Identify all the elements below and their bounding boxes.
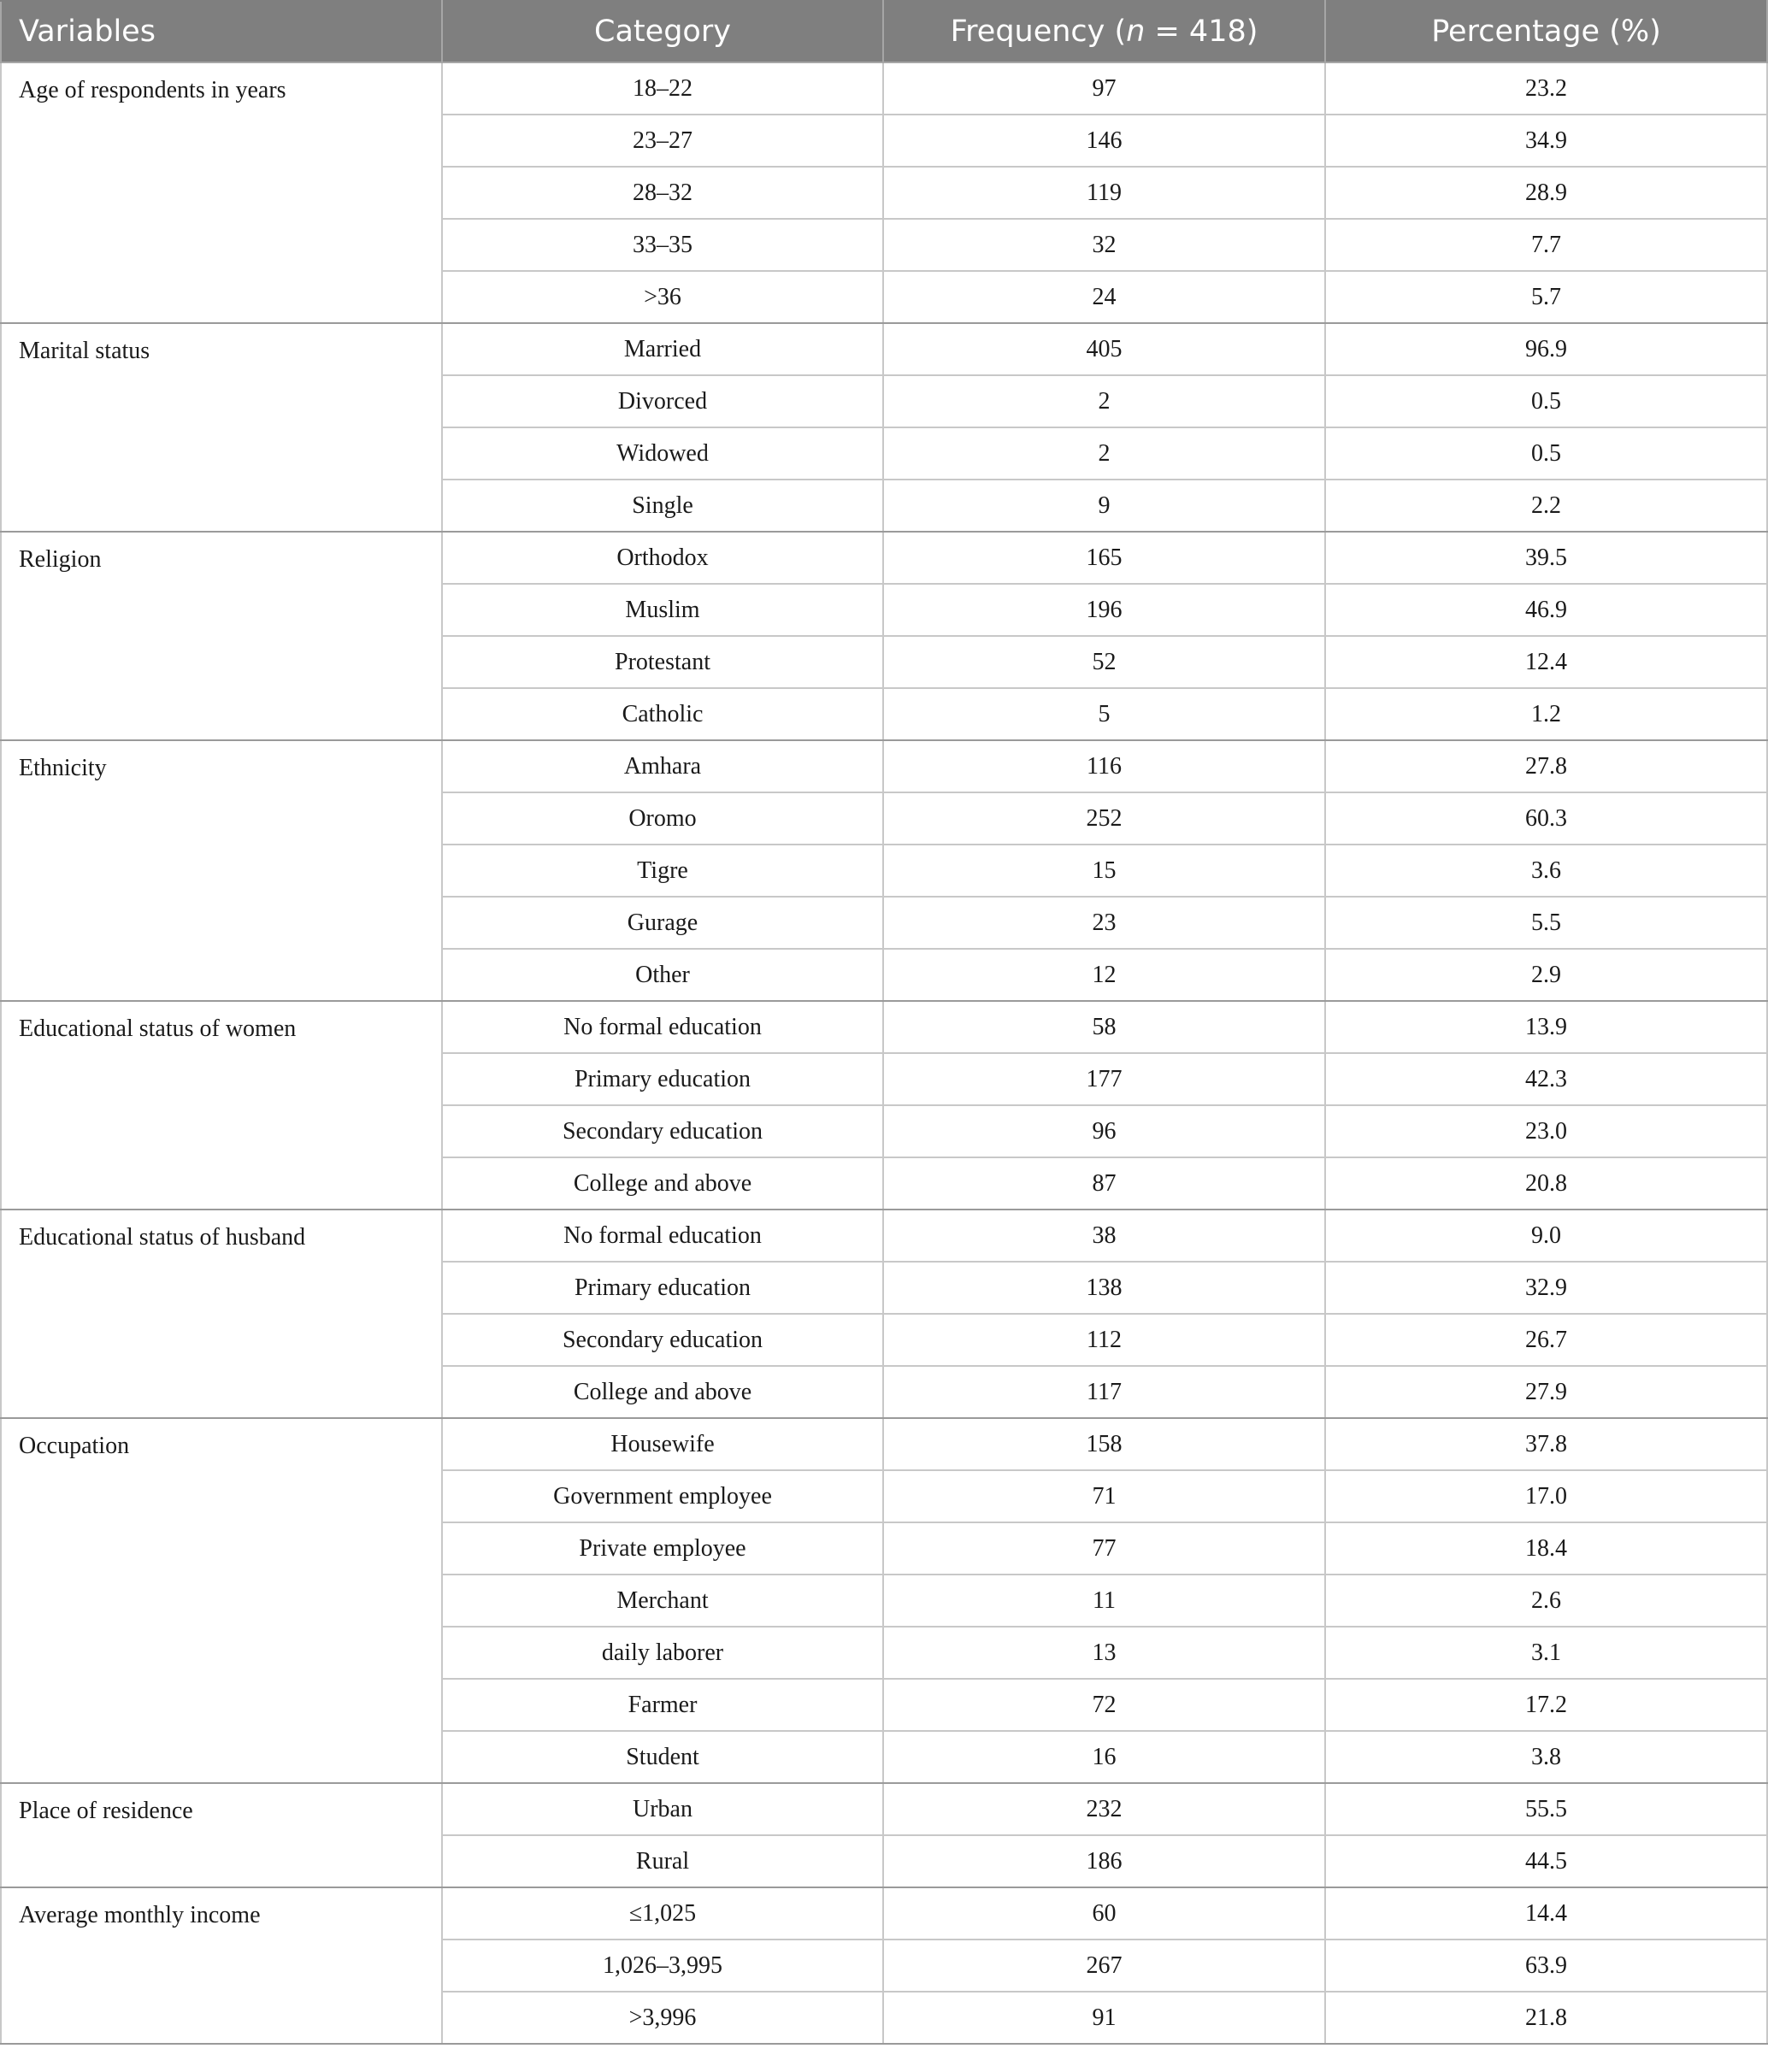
variable-cell: Occupation [1,1418,442,1783]
percentage-cell: 7.7 [1325,219,1767,271]
frequency-cell: 158 [883,1418,1325,1470]
percentage-cell: 63.9 [1325,1940,1767,1992]
category-cell: Private employee [442,1522,883,1575]
percentage-cell: 3.8 [1325,1731,1767,1783]
frequency-cell: 13 [883,1627,1325,1679]
frequency-cell: 186 [883,1835,1325,1887]
percentage-cell: 5.7 [1325,271,1767,323]
category-cell: Oromo [442,792,883,845]
table-row [1,1887,1767,1940]
table-row [1,1783,1767,1835]
category-cell: College and above [442,1366,883,1418]
percentage-cell: 5.5 [1325,897,1767,949]
percentage-cell: 17.0 [1325,1470,1767,1522]
frequency-cell: 23 [883,897,1325,949]
header-row [1,1,1767,62]
category-cell: No formal education [442,1001,883,1053]
frequency-cell: 252 [883,792,1325,845]
category-cell: 23–27 [442,115,883,167]
category-cell: Single [442,480,883,532]
category-cell: Other [442,949,883,1001]
table-row [1,62,1767,115]
frequency-cell: 177 [883,1053,1325,1105]
percentage-cell: 2.2 [1325,480,1767,532]
category-cell: Secondary education [442,1314,883,1366]
category-cell: 18–22 [442,62,883,115]
frequency-cell: 16 [883,1731,1325,1783]
header-variables: Variables [1,1,442,62]
header-frequency-prefix: Frequency ( [950,15,1127,49]
frequency-cell: 9 [883,480,1325,532]
table-row [1,323,1767,375]
category-cell: Tigre [442,845,883,897]
table-row [1,1210,1767,1262]
category-cell: Muslim [442,584,883,636]
table-body [1,62,1767,2044]
percentage-cell: 9.0 [1325,1210,1767,1262]
percentage-cell: 37.8 [1325,1418,1767,1470]
category-cell: No formal education [442,1210,883,1262]
frequency-cell: 32 [883,219,1325,271]
percentage-cell: 27.8 [1325,740,1767,792]
frequency-cell: 165 [883,532,1325,584]
category-cell: daily laborer [442,1627,883,1679]
variable-cell: Place of residence [1,1783,442,1887]
category-cell: Merchant [442,1575,883,1627]
table-row [1,532,1767,584]
category-cell: 33–35 [442,219,883,271]
category-cell: Housewife [442,1418,883,1470]
percentage-cell: 2.6 [1325,1575,1767,1627]
percentage-cell: 55.5 [1325,1783,1767,1835]
category-cell: >3,996 [442,1992,883,2044]
category-cell: 28–32 [442,167,883,219]
category-cell: Orthodox [442,532,883,584]
frequency-cell: 119 [883,167,1325,219]
frequency-cell: 11 [883,1575,1325,1627]
category-cell: Primary education [442,1053,883,1105]
variable-cell: Average monthly income [1,1887,442,2044]
variable-cell: Age of respondents in years [1,62,442,323]
percentage-cell: 96.9 [1325,323,1767,375]
frequency-cell: 52 [883,636,1325,688]
percentage-cell: 20.8 [1325,1157,1767,1210]
category-cell: Widowed [442,427,883,480]
percentage-cell: 0.5 [1325,427,1767,480]
category-cell: ≤1,025 [442,1887,883,1940]
percentage-cell: 32.9 [1325,1262,1767,1314]
category-cell: 1,026–3,995 [442,1940,883,1992]
percentage-cell: 3.6 [1325,845,1767,897]
category-cell: Amhara [442,740,883,792]
percentage-cell: 18.4 [1325,1522,1767,1575]
percentage-cell: 42.3 [1325,1053,1767,1105]
category-cell: Urban [442,1783,883,1835]
variable-cell: Educational status of husband [1,1210,442,1418]
percentage-cell: 12.4 [1325,636,1767,688]
frequency-cell: 60 [883,1887,1325,1940]
category-cell: >36 [442,271,883,323]
frequency-cell: 12 [883,949,1325,1001]
header-category: Category [442,1,883,62]
category-cell: Gurage [442,897,883,949]
percentage-cell: 17.2 [1325,1679,1767,1731]
percentage-cell: 0.5 [1325,375,1767,427]
percentage-cell: 1.2 [1325,688,1767,740]
header-percentage: Percentage (%) [1325,1,1767,62]
category-cell: Married [442,323,883,375]
table-header [1,1,1767,62]
frequency-cell: 72 [883,1679,1325,1731]
percentage-cell: 28.9 [1325,167,1767,219]
percentage-cell: 14.4 [1325,1887,1767,1940]
percentage-cell: 26.7 [1325,1314,1767,1366]
variable-cell: Religion [1,532,442,740]
frequency-cell: 58 [883,1001,1325,1053]
frequency-cell: 2 [883,427,1325,480]
header-frequency-n: n [1126,15,1146,49]
percentage-cell: 3.1 [1325,1627,1767,1679]
frequency-cell: 96 [883,1105,1325,1157]
frequency-cell: 232 [883,1783,1325,1835]
percentage-cell: 21.8 [1325,1992,1767,2044]
category-cell: Student [442,1731,883,1783]
variable-cell: Ethnicity [1,740,442,1001]
percentage-cell: 44.5 [1325,1835,1767,1887]
percentage-cell: 46.9 [1325,584,1767,636]
frequency-cell: 38 [883,1210,1325,1262]
category-cell: Secondary education [442,1105,883,1157]
frequency-cell: 138 [883,1262,1325,1314]
percentage-cell: 60.3 [1325,792,1767,845]
frequency-cell: 196 [883,584,1325,636]
category-cell: College and above [442,1157,883,1210]
table-row [1,740,1767,792]
percentage-cell: 34.9 [1325,115,1767,167]
frequency-cell: 91 [883,1992,1325,2044]
header-frequency [883,1,1325,62]
frequency-cell: 267 [883,1940,1325,1992]
frequency-cell: 146 [883,115,1325,167]
percentage-cell: 2.9 [1325,949,1767,1001]
percentage-cell: 13.9 [1325,1001,1767,1053]
frequency-cell: 405 [883,323,1325,375]
variable-cell: Marital status [1,323,442,532]
frequency-cell: 87 [883,1157,1325,1210]
category-cell: Protestant [442,636,883,688]
frequency-cell: 116 [883,740,1325,792]
percentage-cell: 23.2 [1325,62,1767,115]
category-cell: Primary education [442,1262,883,1314]
frequency-cell: 2 [883,375,1325,427]
frequency-cell: 24 [883,271,1325,323]
frequency-cell: 117 [883,1366,1325,1418]
frequency-cell: 15 [883,845,1325,897]
table-row [1,1001,1767,1053]
frequency-cell: 77 [883,1522,1325,1575]
variable-cell: Educational status of women [1,1001,442,1210]
frequency-cell: 112 [883,1314,1325,1366]
table-row [1,1418,1767,1470]
frequency-cell: 97 [883,62,1325,115]
category-cell: Catholic [442,688,883,740]
header-frequency-suffix: = 418) [1145,15,1258,49]
category-cell: Farmer [442,1679,883,1731]
category-cell: Government employee [442,1470,883,1522]
frequency-cell: 71 [883,1470,1325,1522]
percentage-cell: 27.9 [1325,1366,1767,1418]
percentage-cell: 39.5 [1325,532,1767,584]
category-cell: Divorced [442,375,883,427]
frequency-cell: 5 [883,688,1325,740]
category-cell: Rural [442,1835,883,1887]
percentage-cell: 23.0 [1325,1105,1767,1157]
